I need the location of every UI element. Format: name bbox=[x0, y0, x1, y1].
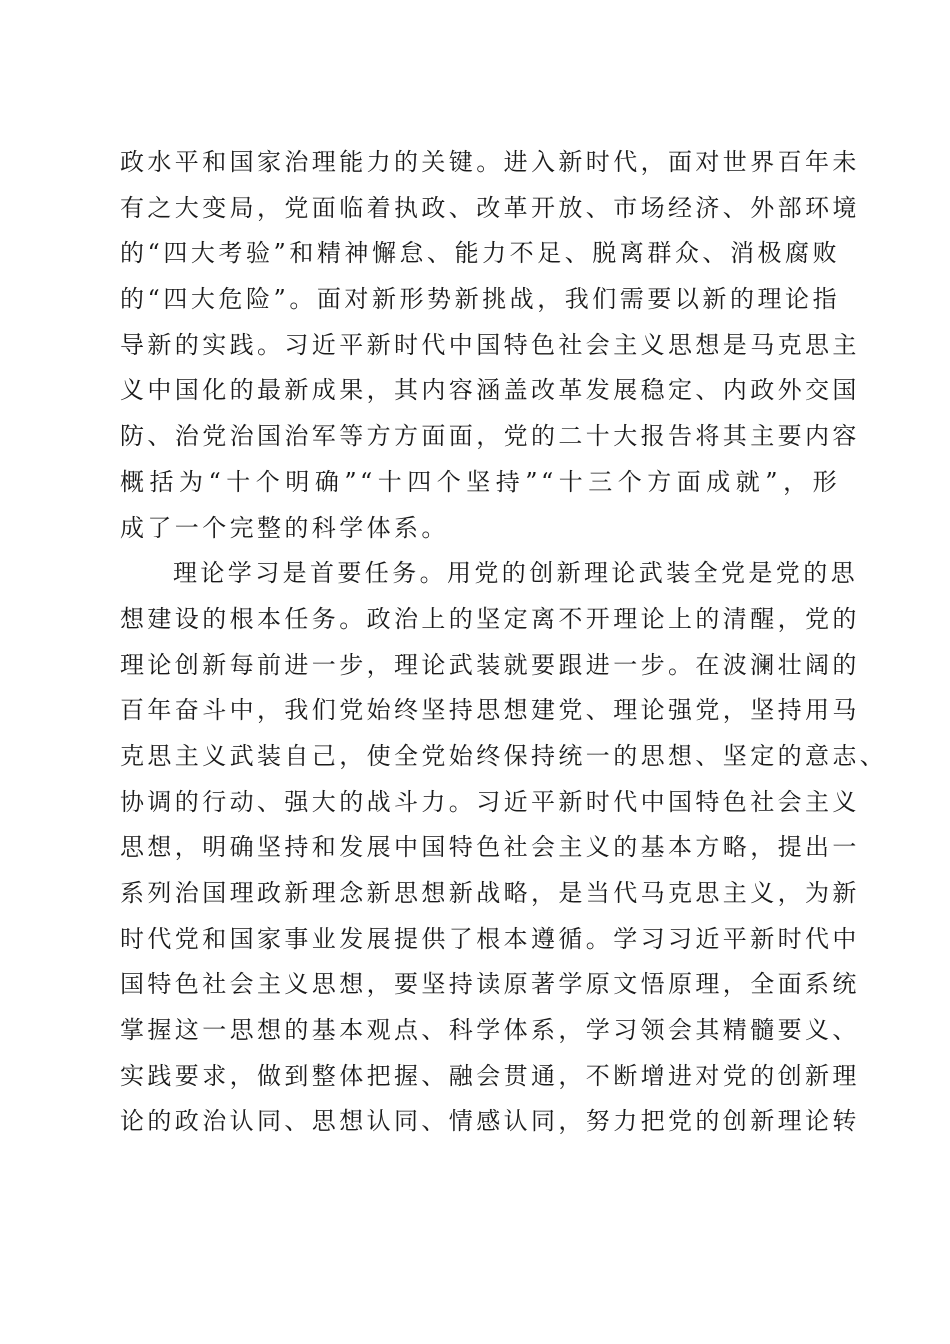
text-line: 时代党和国家事业发展提供了根本遵循。学习习近平新时代中 bbox=[120, 924, 860, 953]
text-line: 防、治党治国治军等方方面面，党的二十大报告将其主要内容 bbox=[120, 422, 860, 451]
text-line: 国特色社会主义思想，要坚持读原著学原文悟原理，全面系统 bbox=[120, 970, 860, 999]
text-line: 理论学习是首要任务。用党的创新理论武装全党是党的思 bbox=[173, 559, 858, 588]
text-line: 的“四大考验”和精神懈怠、能力不足、脱离群众、消极腐败 bbox=[120, 239, 840, 268]
text-line: 论的政治认同、思想认同、情感认同，努力把党的创新理论转 bbox=[120, 1107, 860, 1136]
text-line: 系列治国理政新理念新思想新战略，是当代马克思主义，为新 bbox=[120, 879, 860, 907]
text-line: 的“四大危险”。面对新形势新挑战，我们需要以新的理论指 bbox=[120, 285, 840, 314]
text-line: 思想，明确坚持和发展中国特色社会主义的基本方略，提出一 bbox=[120, 833, 860, 862]
text-line: 想建设的根本任务。政治上的坚定离不开理论上的清醒，党的 bbox=[120, 604, 860, 633]
text-line: 导新的实践。习近平新时代中国特色社会主义思想是马克思主 bbox=[120, 330, 860, 359]
text-line: 义中国化的最新成果，其内容涵盖改革发展稳定、内政外交国 bbox=[120, 376, 860, 405]
paragraph bbox=[120, 551, 888, 1145]
text-line: 百年奋斗中，我们党始终坚持思想建党、理论强党，坚持用马 bbox=[120, 696, 860, 725]
text-line: 政水平和国家治理能力的关键。进入新时代，面对世界百年未 bbox=[120, 148, 860, 176]
body-text bbox=[120, 140, 888, 1145]
text-line: 有之大变局，党面临着执政、改革开放、市场经济、外部环境 bbox=[120, 193, 860, 222]
text-line: 掌握这一思想的基本观点、科学体系，学习领会其精髓要义、 bbox=[120, 1016, 860, 1045]
text-line: 成了一个完整的科学体系。 bbox=[120, 513, 449, 542]
text-line: 协调的行动、强大的战斗力。习近平新时代中国特色社会主义 bbox=[120, 787, 860, 816]
text-line: 克思主义武装自己，使全党始终保持统一的思想、坚定的意志、 bbox=[120, 741, 888, 770]
paragraph bbox=[120, 140, 860, 551]
text-line: 概括为“十个明确”“十四个坚持”“十三个方面成就”，形 bbox=[120, 467, 840, 496]
text-line: 实践要求，做到整体把握、融会贯通，不断增进对党的创新理 bbox=[120, 1061, 860, 1090]
text-line: 理论创新每前进一步，理论武装就要跟进一步。在波澜壮阔的 bbox=[120, 650, 860, 679]
